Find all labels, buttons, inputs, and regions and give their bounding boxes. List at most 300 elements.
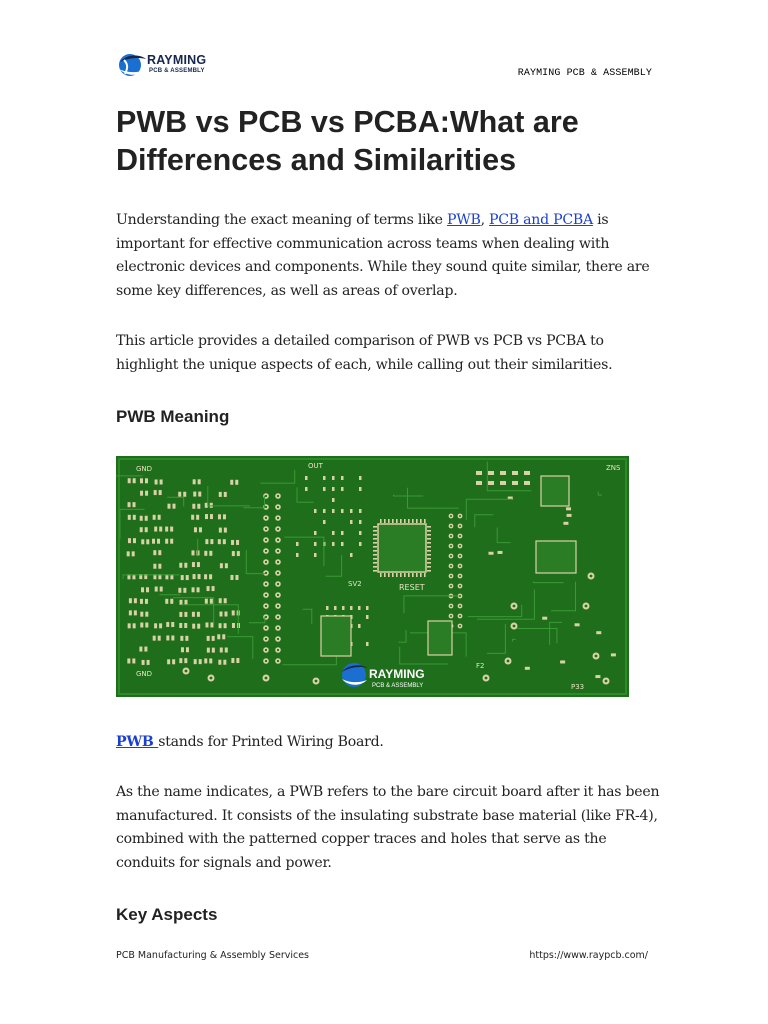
- smd-pad: [373, 554, 377, 556]
- smd-pad: [373, 550, 377, 552]
- smd-pad: [140, 623, 143, 628]
- smd-pad: [205, 622, 208, 627]
- smd-pad: [210, 599, 213, 604]
- smd-pad: [388, 573, 390, 577]
- drill-hole: [277, 660, 279, 662]
- qfp-chip: [378, 524, 426, 572]
- smd-pad: [158, 636, 161, 641]
- drill-hole: [210, 677, 213, 680]
- smd-pad: [224, 528, 227, 533]
- smd-pad: [500, 481, 506, 485]
- smd-pad: [350, 520, 353, 524]
- smd-pad: [596, 631, 601, 634]
- smd-pad: [172, 659, 175, 664]
- smd-pad: [236, 658, 239, 663]
- smd-pad: [305, 487, 308, 491]
- smd-pad: [524, 471, 530, 475]
- smd-pad: [132, 658, 135, 663]
- pcb-photo: [116, 456, 629, 697]
- smd-pad: [210, 622, 213, 627]
- smd-pad: [128, 502, 131, 507]
- smd-pad: [191, 515, 194, 520]
- smd-pad: [488, 471, 494, 475]
- smd-pad: [209, 574, 212, 579]
- smd-pad: [525, 667, 530, 670]
- smd-pad: [314, 542, 317, 546]
- smd-pad: [427, 538, 431, 540]
- smd-pad: [165, 539, 168, 544]
- drill-hole: [450, 565, 452, 567]
- smd-pad: [134, 610, 137, 615]
- smd-pad: [198, 479, 201, 484]
- smd-pad: [199, 527, 202, 532]
- smd-pad: [366, 615, 369, 619]
- smd-pad: [209, 551, 212, 556]
- smd-pad: [388, 519, 390, 523]
- smd-pad: [373, 562, 377, 564]
- smd-pad: [314, 509, 317, 513]
- smd-pad: [358, 606, 361, 610]
- smd-pad: [181, 575, 184, 580]
- smd-pad: [192, 624, 195, 629]
- drill-hole: [277, 495, 279, 497]
- smd-pad: [197, 612, 200, 617]
- smd-pad: [133, 515, 136, 520]
- smd-pad: [129, 598, 132, 603]
- smd-pad: [359, 531, 362, 535]
- smd-pad: [575, 623, 580, 626]
- smd-pad: [158, 564, 161, 569]
- smd-pad: [199, 659, 202, 664]
- smd-pad: [197, 562, 200, 567]
- smd-pad: [500, 471, 506, 475]
- smd-pad: [373, 542, 377, 544]
- smd-pad: [296, 553, 299, 557]
- smd-pad: [373, 570, 377, 572]
- smd-pad: [153, 550, 156, 555]
- smd-pad: [524, 481, 530, 485]
- smd-pad: [512, 471, 518, 475]
- smd-pad: [152, 539, 155, 544]
- smd-pad: [341, 542, 344, 546]
- footer-website-url: https://www.raypcb.com/: [529, 950, 648, 961]
- drill-hole: [513, 605, 516, 608]
- smd-pad: [207, 636, 210, 641]
- smd-pad: [145, 478, 148, 483]
- smd-pad: [155, 587, 158, 592]
- smd-pad: [147, 660, 150, 665]
- drill-hole: [459, 535, 461, 537]
- smd-pad: [497, 551, 502, 554]
- smd-pad: [186, 647, 189, 652]
- rayming-globe-icon: [116, 50, 148, 80]
- smd-pad: [220, 648, 223, 653]
- drill-hole: [277, 638, 279, 640]
- smd-pad: [204, 551, 207, 556]
- smd-pad: [296, 542, 299, 546]
- drill-hole: [265, 605, 267, 607]
- smd-pad: [595, 675, 600, 678]
- drill-hole: [605, 680, 608, 683]
- smd-pad: [160, 479, 163, 484]
- smd-pad: [153, 515, 156, 520]
- drill-hole: [265, 550, 267, 552]
- drill-hole: [265, 506, 267, 508]
- smd-pad: [193, 479, 196, 484]
- smd-pad: [219, 623, 222, 628]
- smd-pad: [416, 519, 418, 523]
- smd-pad: [237, 551, 240, 556]
- watermark-subtitle: PCB & ASSEMBLY: [372, 683, 424, 689]
- smd-pad: [192, 504, 195, 509]
- silkscreen-label: F2: [476, 662, 485, 670]
- smd-pad: [223, 514, 226, 519]
- smd-pad: [427, 570, 431, 572]
- smd-pad: [184, 563, 187, 568]
- drill-hole: [265, 638, 267, 640]
- drill-hole: [450, 545, 452, 547]
- ic-footprint: [428, 621, 452, 655]
- smd-pad: [210, 503, 213, 508]
- smd-pad: [178, 588, 181, 593]
- pwb-definition-paragraph: [116, 731, 664, 755]
- smd-pad: [235, 480, 238, 485]
- smd-pad: [158, 550, 161, 555]
- smd-pad: [220, 563, 223, 568]
- drill-hole: [277, 616, 279, 618]
- smd-pad: [366, 642, 369, 646]
- drill-hole: [265, 677, 268, 680]
- smd-pad: [184, 623, 187, 628]
- smd-pad: [219, 611, 222, 616]
- smd-pad: [194, 659, 197, 664]
- smd-pad: [205, 539, 208, 544]
- drill-hole: [277, 528, 279, 530]
- smd-pad: [224, 492, 227, 497]
- smd-pad: [170, 527, 173, 532]
- smd-pad: [212, 636, 215, 641]
- drill-hole: [459, 565, 461, 567]
- smd-pad: [197, 504, 200, 509]
- smd-pad: [159, 623, 162, 628]
- smd-pad: [236, 540, 239, 545]
- ic-footprint: [541, 476, 569, 506]
- drill-hole: [450, 525, 452, 527]
- smd-pad: [358, 624, 361, 628]
- smd-pad: [359, 476, 362, 480]
- drill-hole: [459, 595, 461, 597]
- smd-pad: [193, 574, 196, 579]
- smd-pad: [488, 481, 494, 485]
- smd-pad: [427, 530, 431, 532]
- smd-pad: [158, 515, 161, 520]
- smd-pad: [314, 553, 317, 557]
- smd-pad: [192, 562, 195, 567]
- smd-pad: [230, 575, 233, 580]
- smd-pad: [133, 623, 136, 628]
- smd-pad: [427, 558, 431, 560]
- drill-hole: [265, 495, 267, 497]
- silkscreen-label: SV2: [348, 580, 362, 588]
- drill-hole: [277, 506, 279, 508]
- smd-pad: [155, 479, 158, 484]
- rayming-logo: [116, 50, 236, 80]
- header-company-name: RAYMING PCB & ASSEMBLY: [517, 68, 652, 79]
- smd-pad: [332, 509, 335, 513]
- smd-pad: [373, 558, 377, 560]
- smd-pad: [323, 476, 326, 480]
- smd-pad: [171, 622, 174, 627]
- drill-hole: [450, 585, 452, 587]
- smd-pad: [332, 542, 335, 546]
- smd-pad: [218, 660, 221, 665]
- section-heading-key-aspects: Key Aspects: [116, 905, 218, 924]
- smd-pad: [145, 527, 148, 532]
- smd-pad: [170, 599, 173, 604]
- smd-pad: [196, 515, 199, 520]
- logo-subtitle: PCB & ASSEMBLY: [149, 68, 205, 74]
- smd-pad: [476, 471, 482, 475]
- silkscreen-label: RESET: [399, 583, 425, 592]
- drill-hole: [265, 528, 267, 530]
- smd-pad: [154, 527, 157, 532]
- smd-pad: [192, 550, 195, 555]
- smd-pad: [366, 606, 369, 610]
- smd-pad: [210, 539, 213, 544]
- smd-pad: [563, 522, 568, 525]
- smd-pad: [567, 514, 572, 517]
- drill-hole: [450, 535, 452, 537]
- drill-hole: [459, 605, 461, 607]
- smd-pad: [197, 624, 200, 629]
- drill-hole: [459, 515, 461, 517]
- smd-pad: [179, 563, 182, 568]
- smd-pad: [380, 519, 382, 523]
- smd-pad: [231, 658, 234, 663]
- smd-pad: [232, 623, 235, 628]
- smd-pad: [560, 660, 565, 663]
- drill-hole: [450, 555, 452, 557]
- smd-pad: [408, 573, 410, 577]
- drill-hole: [265, 627, 267, 629]
- smd-pad: [142, 660, 145, 665]
- drill-hole: [277, 605, 279, 607]
- smd-pad: [145, 623, 148, 628]
- smd-pad: [230, 480, 233, 485]
- smd-pad: [170, 539, 173, 544]
- smd-pad: [359, 542, 362, 546]
- pwb-description-paragraph: As the name indicates, a PWB refers to the bare circuit board after it has been manufactured. It consists of the insulating substrate base material (like FR-4), combined with the patterned copper traces and holes that serve as the conduits for signals and power.: [116, 784, 660, 871]
- smd-pad: [408, 519, 410, 523]
- smd-pad: [192, 587, 195, 592]
- smd-pad: [140, 516, 143, 521]
- smd-pad: [128, 623, 131, 628]
- smd-pad: [404, 519, 406, 523]
- smd-pad: [323, 487, 326, 491]
- smd-pad: [186, 575, 189, 580]
- smd-pad: [427, 542, 431, 544]
- smd-pad: [427, 546, 431, 548]
- drill-hole: [277, 649, 279, 651]
- smd-pad: [194, 527, 197, 532]
- smd-pad: [396, 573, 398, 577]
- smd-pad: [140, 527, 143, 532]
- drill-hole: [265, 583, 267, 585]
- drill-hole: [450, 615, 452, 617]
- smd-pad: [235, 575, 238, 580]
- smd-pad: [146, 587, 149, 592]
- smd-pad: [207, 648, 210, 653]
- smd-pad: [373, 538, 377, 540]
- smd-pad: [166, 635, 169, 640]
- smd-pad: [127, 551, 130, 556]
- smd-pad: [225, 563, 228, 568]
- smd-pad: [219, 598, 222, 603]
- smd-pad: [133, 502, 136, 507]
- smd-pad: [167, 659, 170, 664]
- drill-hole: [595, 655, 598, 658]
- smd-pad: [350, 509, 353, 513]
- drill-hole: [450, 605, 452, 607]
- smd-pad: [185, 636, 188, 641]
- smd-pad: [373, 534, 377, 536]
- silkscreen-label: P33: [571, 683, 585, 691]
- smd-pad: [392, 519, 394, 523]
- smd-pad: [424, 573, 426, 577]
- smd-pad: [178, 492, 181, 497]
- smd-pad: [489, 552, 494, 555]
- drill-hole: [265, 594, 267, 596]
- smd-pad: [140, 491, 143, 496]
- drill-hole: [277, 517, 279, 519]
- smd-pad: [205, 599, 208, 604]
- smd-pad: [165, 527, 168, 532]
- drill-hole: [185, 670, 188, 673]
- smd-pad: [183, 492, 186, 497]
- smd-pad: [427, 534, 431, 536]
- smd-pad: [232, 610, 235, 615]
- intro-text-start: Understanding the exact meaning of terms like: [116, 212, 447, 228]
- smd-pad: [225, 648, 228, 653]
- smd-pad: [146, 539, 149, 544]
- pcb-board-image: [116, 456, 629, 697]
- smd-pad: [210, 514, 213, 519]
- smd-pad: [218, 514, 221, 519]
- smd-pad: [350, 606, 353, 610]
- smd-pad: [145, 599, 148, 604]
- pwb-definition-link[interactable]: PWB: [116, 734, 159, 750]
- image-watermark-logo: [342, 663, 425, 689]
- smd-pad: [207, 586, 210, 591]
- smd-pad: [193, 492, 196, 497]
- smd-pad: [420, 573, 422, 577]
- silkscreen-label: OUT: [308, 462, 323, 470]
- drill-hole: [265, 561, 267, 563]
- smd-pad: [427, 562, 431, 564]
- drill-hole: [450, 515, 452, 517]
- smd-pad: [314, 531, 317, 535]
- ic-footprint: [536, 541, 576, 573]
- drill-hole: [277, 583, 279, 585]
- smd-pad: [139, 647, 142, 652]
- drill-hole: [315, 680, 318, 683]
- smd-pad: [157, 539, 160, 544]
- smd-pad: [341, 487, 344, 491]
- intro-separator: ,: [480, 212, 490, 228]
- smd-pad: [305, 476, 308, 480]
- smd-pad: [184, 612, 187, 617]
- smd-pad: [350, 553, 353, 557]
- smd-pad: [332, 487, 335, 491]
- smd-pad: [416, 573, 418, 577]
- smd-pad: [427, 554, 431, 556]
- smd-pad: [332, 476, 335, 480]
- smd-pad: [160, 587, 163, 592]
- watermark-name: RAYMING: [369, 667, 425, 681]
- silkscreen-label: GND: [136, 670, 153, 678]
- smd-pad: [140, 612, 143, 617]
- smd-pad: [153, 564, 156, 569]
- smd-pad: [145, 491, 148, 496]
- smd-pad: [392, 573, 394, 577]
- smd-pad: [341, 531, 344, 535]
- drill-hole: [277, 550, 279, 552]
- silkscreen-label: GND: [136, 465, 153, 473]
- smd-pad: [144, 647, 147, 652]
- smd-pad: [132, 551, 135, 556]
- intro-text-end: is important for effective communication across teams when dealing with electronic devices and components. While they sound quite similar, there are some key differences, as well as areas of overlap.: [116, 212, 650, 299]
- drill-hole: [459, 625, 461, 627]
- smd-pad: [219, 492, 222, 497]
- pwb-definition-text: stands for Printed Wiring Board.: [158, 734, 384, 750]
- smd-pad: [159, 527, 162, 532]
- drill-hole: [265, 649, 267, 651]
- smd-pad: [512, 481, 518, 485]
- smd-pad: [172, 504, 175, 509]
- smd-pad: [154, 490, 157, 495]
- drill-hole: [459, 555, 461, 557]
- drill-hole: [507, 660, 510, 663]
- smd-pad: [332, 531, 335, 535]
- smd-pad: [184, 658, 187, 663]
- smd-pad: [566, 507, 571, 510]
- pcb-and-pcba-link[interactable]: PCB and PCBA: [489, 212, 593, 228]
- smd-pad: [128, 538, 131, 543]
- drill-hole: [265, 517, 267, 519]
- smd-pad: [166, 622, 169, 627]
- drill-hole: [459, 525, 461, 527]
- ic-footprint: [321, 616, 351, 656]
- smd-pad: [373, 530, 377, 532]
- smd-pad: [127, 658, 130, 663]
- intro-paragraph: [116, 209, 664, 303]
- smd-pad: [224, 611, 227, 616]
- smd-pad: [165, 599, 168, 604]
- smd-pad: [341, 509, 344, 513]
- smd-pad: [359, 509, 362, 513]
- drill-hole: [277, 627, 279, 629]
- smd-pad: [542, 617, 547, 620]
- smd-pad: [179, 623, 182, 628]
- pwb-link[interactable]: PWB: [446, 212, 481, 228]
- smd-pad: [400, 573, 402, 577]
- smd-pad: [323, 520, 326, 524]
- smd-pad: [427, 526, 431, 528]
- smd-pad: [334, 606, 337, 610]
- smd-pad: [183, 588, 186, 593]
- drill-hole: [277, 572, 279, 574]
- smd-pad: [231, 540, 234, 545]
